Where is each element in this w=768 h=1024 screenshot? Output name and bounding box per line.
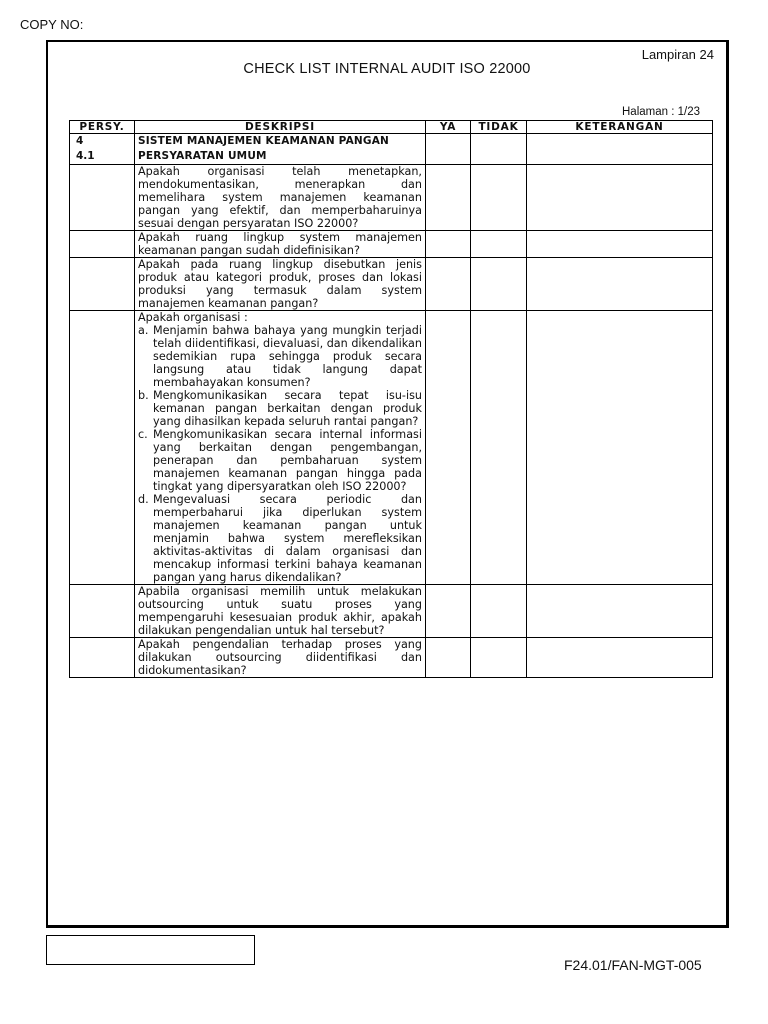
ya-cell[interactable] (426, 311, 471, 585)
section-heading (135, 134, 426, 165)
ya-cell[interactable] (426, 585, 471, 638)
column-header-keterangan: KETERANGAN (527, 121, 713, 134)
table-row (70, 638, 713, 678)
item-label: c. (138, 428, 148, 441)
clause-cell (70, 585, 135, 638)
question-text: Apakah organisasi telah menetapkan, mendokumentasikan, menerapkan dan memelihara system manajemen keamanan pangan yang efektif, dan memperbaharuinya sesuai dengan persyaratan ISO 22000? (135, 165, 426, 231)
table-header-row (70, 121, 713, 134)
column-header-persy: PERSY. (70, 121, 135, 134)
ya-cell[interactable] (426, 638, 471, 678)
list-item (138, 389, 422, 428)
clause-cell (70, 311, 135, 585)
keterangan-cell[interactable] (527, 231, 713, 258)
question-list (135, 311, 426, 585)
table-row (70, 585, 713, 638)
table-row-section (70, 134, 713, 165)
keterangan-cell[interactable] (527, 638, 713, 678)
item-text: Menjamin bahwa bahaya yang mungkin terjadi telah diidentifikasi, dievaluasi, dan dikendalikan sedemikian rupa sehingga produk secara langsung atau tidak langung dapat membahayakan konsumen? (153, 324, 422, 389)
item-text: Mengkomunikasikan secara tepat isu-isu kemanan pangan berkaitan dengan produk yang dihasilkan kepada seluruh rantai pangan? (153, 389, 422, 428)
clause-cell (70, 231, 135, 258)
question-text: Apabila organisasi memilih untuk melakukan outsourcing untuk suatu proses yang mempengaruhi kesesuaian produk akhir, apakah dilakukan pengendalian untuk hal tersebut? (135, 585, 426, 638)
question-text: Apakah ruang lingkup system manajemen keamanan pangan sudah didefinisikan? (135, 231, 426, 258)
item-label: b. (138, 389, 149, 402)
table-row (70, 258, 713, 311)
document-number: F24.01/FAN-MGT-005 (564, 957, 702, 973)
item-label: a. (138, 324, 149, 337)
keterangan-cell[interactable] (527, 258, 713, 311)
keterangan-cell[interactable] (527, 585, 713, 638)
tidak-cell[interactable] (471, 134, 527, 165)
audit-checklist-table (69, 120, 713, 678)
item-text: Mengkomunikasikan secara internal informasi yang berkaitan dengan pengembangan, penerapan dan pembaharuan system manajemen keamanan pangan hingga pada tingkat yang dipersyaratkan oleh ISO 22000? (153, 428, 422, 493)
keterangan-cell[interactable] (527, 311, 713, 585)
tidak-cell[interactable] (471, 585, 527, 638)
item-label: d. (138, 493, 149, 506)
copy-number-label: COPY NO: (20, 17, 84, 32)
section-title: SISTEM MANAJEMEN KEAMANAN PANGAN (138, 135, 390, 147)
table-row (70, 311, 713, 585)
section-subtitle: PERSYARATAN UMUM (138, 150, 267, 162)
page-title: CHECK LIST INTERNAL AUDIT ISO 22000 (243, 61, 531, 77)
column-header-tidak: TIDAK (471, 121, 527, 134)
list-item (138, 324, 422, 389)
item-text: Mengevaluasi secara periodic dan memperbaharui jika diperlukan system manajemen keamanan pangan untuk menjamin bahwa system merefleksikan aktivitas-aktivitas di dalam organisasi dan mencakup informasi terkini bahaya keamanan pangan yang harus dikendalikan? (153, 493, 422, 584)
clause-number: 4 4.1 (70, 134, 135, 165)
table-row (70, 231, 713, 258)
ya-cell[interactable] (426, 231, 471, 258)
question-intro: Apakah organisasi : (138, 311, 248, 324)
question-text: Apakah pada ruang lingkup disebutkan jenis produk atau kategori produk, proses dan lokasi produksi yang termasuk dalam system manajemen keamanan pangan? (135, 258, 426, 311)
tidak-cell[interactable] (471, 165, 527, 231)
ya-cell[interactable] (426, 258, 471, 311)
page-number: Halaman : 1/23 (622, 106, 700, 118)
document-frame (46, 40, 729, 928)
question-text: Apakah pengendalian terhadap proses yang dilakukan outsourcing diidentifikasi dan didokumentasikan? (135, 638, 426, 678)
clause-cell (70, 258, 135, 311)
clause-cell (70, 165, 135, 231)
copy-number-box (46, 935, 255, 965)
list-item (138, 493, 422, 584)
attachment-label: Lampiran 24 (641, 47, 714, 62)
list-item (138, 428, 422, 493)
tidak-cell[interactable] (471, 258, 527, 311)
ya-cell[interactable] (426, 165, 471, 231)
table-row (70, 165, 713, 231)
ya-cell[interactable] (426, 134, 471, 165)
tidak-cell[interactable] (471, 231, 527, 258)
keterangan-cell[interactable] (527, 134, 713, 165)
column-header-ya: YA (426, 121, 471, 134)
tidak-cell[interactable] (471, 638, 527, 678)
tidak-cell[interactable] (471, 311, 527, 585)
keterangan-cell[interactable] (527, 165, 713, 231)
column-header-deskripsi: DESKRIPSI (135, 121, 426, 134)
clause-cell (70, 638, 135, 678)
